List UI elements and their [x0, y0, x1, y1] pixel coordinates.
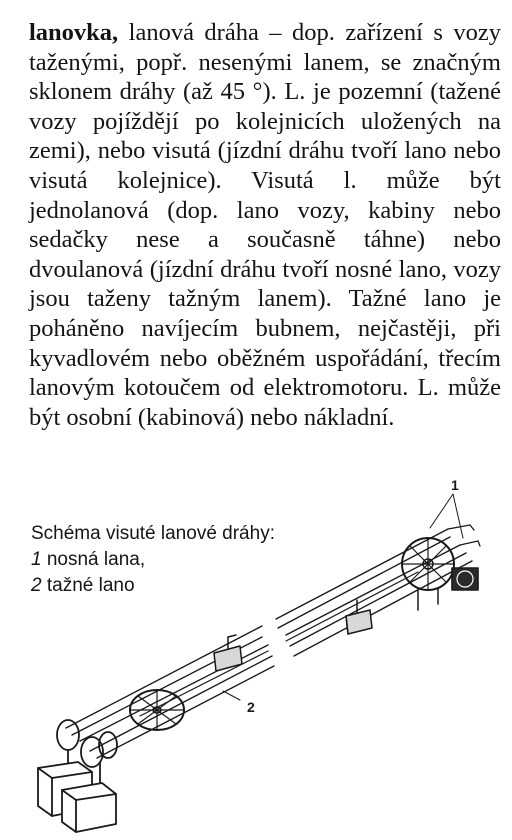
legend-number-1: 1: [31, 549, 42, 570]
gondola-lower: [214, 635, 242, 671]
entry-headword: lanovka,: [29, 19, 119, 46]
return-bullwheel: [130, 690, 184, 730]
haul-rope: [140, 572, 418, 716]
callout-label-1: 1: [451, 477, 459, 493]
counterweights: [38, 762, 116, 832]
callout-leaders: [223, 494, 463, 700]
dictionary-entry: [29, 18, 501, 432]
legend-text-2: tažné lano: [41, 575, 135, 596]
entry-body: lanová dráha – dop. zařízení s vozy taženými, popř. nesenými lanem, se značným sklonem dráhy (až 45 °). L. je pozemní (tažené vozy pojíždějí po kolejnicích uložených na zemi), nebo visutá (jízdní dráhu tvoří lano nebo visutá kolejnice). Visutá l. může být jednolanová (dop. lano vozy, kabiny nebo sedačky nese a současně táhne) nebo dvoulanová (jízdní dráhu tvoří nosné lano, vozy jsou taženy tažným lanem). Tažné lano je poháněno navíjecím bubnem, nejčastěji, při kyvadlovém nebo oběžném uspořádání, třecím lanovým kotoučem od elektromotoru. L. může být osobní (kabinová) nebo nákladní.: [29, 19, 501, 431]
track-cables: [66, 529, 472, 758]
legend-number-2: 2: [31, 575, 42, 596]
legend-text-1: nosná lana,: [41, 549, 146, 570]
cableway-diagram: [0, 470, 512, 840]
caption-title: Schéma visuté lanové dráhy:: [31, 523, 275, 544]
callout-label-2: 2: [247, 699, 255, 715]
cable-anchors: [448, 525, 480, 546]
